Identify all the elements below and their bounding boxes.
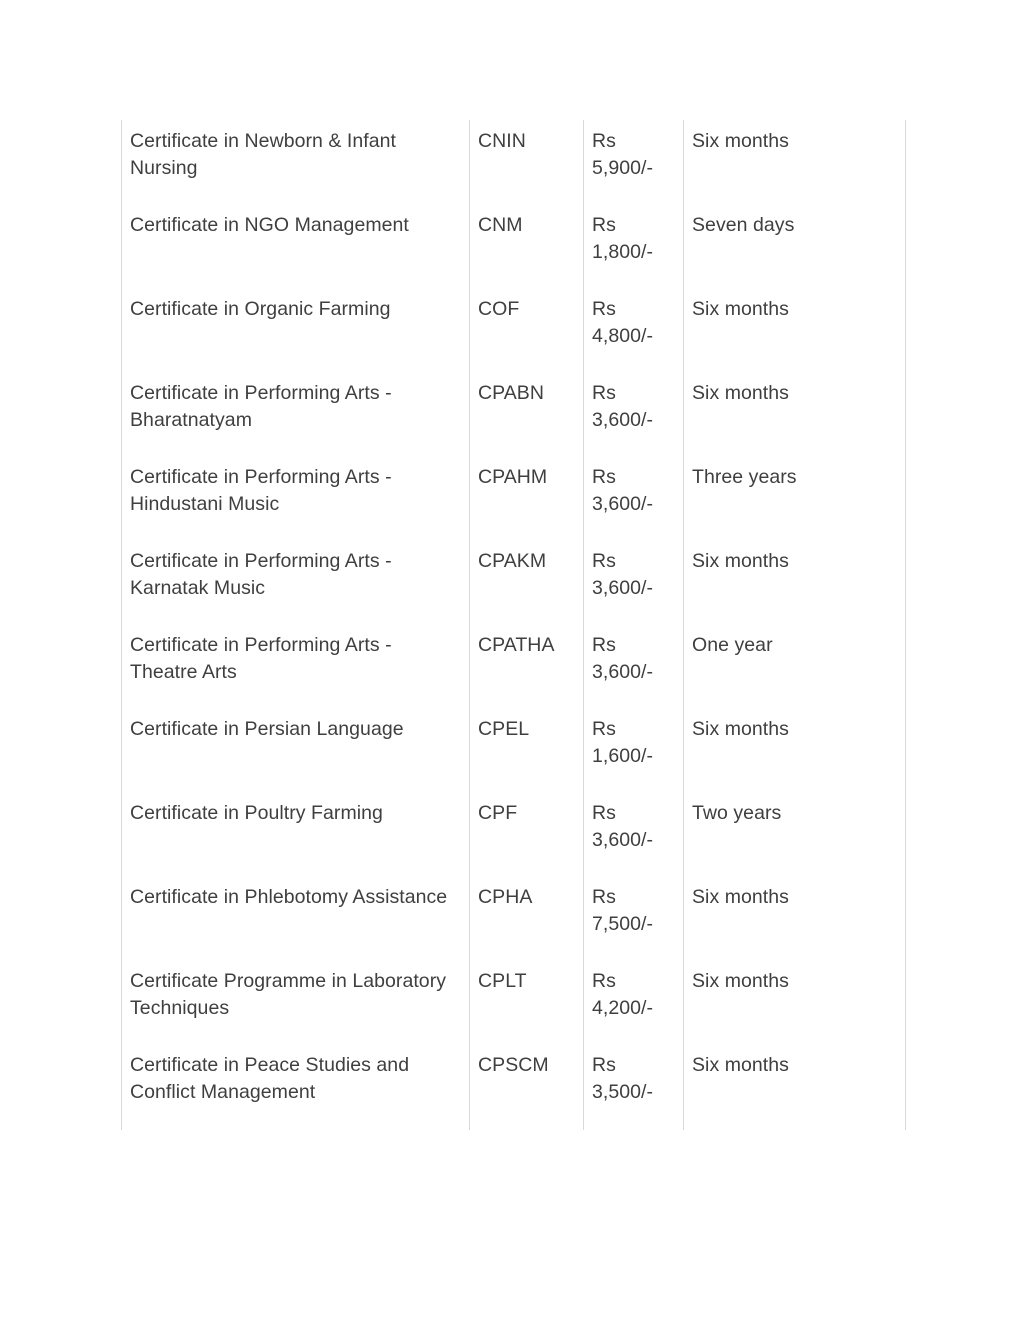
fee-amount: 3,500/- bbox=[592, 1080, 654, 1103]
course-code: CNIN bbox=[470, 120, 584, 204]
course-name: Certificate in Newborn & Infant Nursing bbox=[122, 120, 470, 204]
fee-amount: 5,900/- bbox=[592, 156, 654, 179]
course-fee bbox=[584, 792, 684, 876]
course-duration: Six months bbox=[684, 120, 906, 204]
course-name: Certificate in Persian Language bbox=[122, 708, 470, 792]
fee-amount: 1,800/- bbox=[592, 240, 654, 263]
course-fee bbox=[584, 624, 684, 708]
course-duration: One year bbox=[684, 624, 906, 708]
fee-amount: 3,600/- bbox=[592, 660, 654, 683]
course-duration: Six months bbox=[684, 372, 906, 456]
course-name: Certificate in Phlebotomy Assistance bbox=[122, 876, 470, 960]
course-duration: Six months bbox=[684, 960, 906, 1044]
fee-amount: 4,800/- bbox=[592, 324, 654, 347]
course-fee bbox=[584, 876, 684, 960]
fee-currency: Rs bbox=[592, 214, 616, 236]
table-row bbox=[122, 456, 906, 540]
fee-currency: Rs bbox=[592, 130, 616, 152]
table-row bbox=[122, 288, 906, 372]
course-code: CPAKM bbox=[470, 540, 584, 624]
course-duration: Six months bbox=[684, 288, 906, 372]
course-code: CPHA bbox=[470, 876, 584, 960]
course-code: CPEL bbox=[470, 708, 584, 792]
course-duration: Six months bbox=[684, 708, 906, 792]
fee-amount: 3,600/- bbox=[592, 492, 654, 515]
fee-currency: Rs bbox=[592, 1054, 616, 1076]
course-name: Certificate in Organic Farming bbox=[122, 288, 470, 372]
table-row bbox=[122, 540, 906, 624]
course-fee bbox=[584, 960, 684, 1044]
course-name: Certificate in Poultry Farming bbox=[122, 792, 470, 876]
fee-currency: Rs bbox=[592, 802, 616, 824]
course-duration: Seven days bbox=[684, 204, 906, 288]
fee-currency: Rs bbox=[592, 382, 616, 404]
course-name: Certificate in Peace Studies and Conflict Management bbox=[122, 1044, 470, 1130]
course-fee bbox=[584, 708, 684, 792]
fee-currency: Rs bbox=[592, 550, 616, 572]
course-code: CPATHA bbox=[470, 624, 584, 708]
course-fee bbox=[584, 288, 684, 372]
course-name: Certificate in Performing Arts - Theatre Arts bbox=[122, 624, 470, 708]
course-code: CPABN bbox=[470, 372, 584, 456]
table-row bbox=[122, 708, 906, 792]
course-name: Certificate Programme in Laboratory Techniques bbox=[122, 960, 470, 1044]
course-fee bbox=[584, 540, 684, 624]
course-fee bbox=[584, 204, 684, 288]
course-name: Certificate in Performing Arts - Karnatak Music bbox=[122, 540, 470, 624]
course-duration: Six months bbox=[684, 1044, 906, 1130]
course-duration: Three years bbox=[684, 456, 906, 540]
table-row bbox=[122, 876, 906, 960]
fee-amount: 1,600/- bbox=[592, 744, 654, 767]
fee-amount: 3,600/- bbox=[592, 576, 654, 599]
course-name: Certificate in Performing Arts - Hindustani Music bbox=[122, 456, 470, 540]
course-name: Certificate in Performing Arts - Bharatnatyam bbox=[122, 372, 470, 456]
fee-amount: 3,600/- bbox=[592, 828, 654, 851]
course-code: COF bbox=[470, 288, 584, 372]
course-duration: Six months bbox=[684, 540, 906, 624]
course-code: CPAHM bbox=[470, 456, 584, 540]
table-row bbox=[122, 960, 906, 1044]
fee-currency: Rs bbox=[592, 634, 616, 656]
fee-currency: Rs bbox=[592, 718, 616, 740]
course-code: CPLT bbox=[470, 960, 584, 1044]
course-fee bbox=[584, 456, 684, 540]
table-row bbox=[122, 120, 906, 204]
fee-currency: Rs bbox=[592, 970, 616, 992]
table-row bbox=[122, 204, 906, 288]
fee-amount: 4,200/- bbox=[592, 996, 654, 1019]
course-duration: Two years bbox=[684, 792, 906, 876]
table-row bbox=[122, 372, 906, 456]
fee-amount: 3,600/- bbox=[592, 408, 654, 431]
course-code: CNM bbox=[470, 204, 584, 288]
table-row bbox=[122, 1044, 906, 1130]
course-table bbox=[121, 120, 906, 1130]
course-duration: Six months bbox=[684, 876, 906, 960]
course-code: CPF bbox=[470, 792, 584, 876]
fee-currency: Rs bbox=[592, 886, 616, 908]
fee-currency: Rs bbox=[592, 298, 616, 320]
course-fee bbox=[584, 372, 684, 456]
course-code: CPSCM bbox=[470, 1044, 584, 1130]
course-name: Certificate in NGO Management bbox=[122, 204, 470, 288]
fee-currency: Rs bbox=[592, 466, 616, 488]
fee-amount: 7,500/- bbox=[592, 912, 654, 935]
course-fee bbox=[584, 1044, 684, 1130]
table-row bbox=[122, 792, 906, 876]
course-fee bbox=[584, 120, 684, 204]
table-row bbox=[122, 624, 906, 708]
